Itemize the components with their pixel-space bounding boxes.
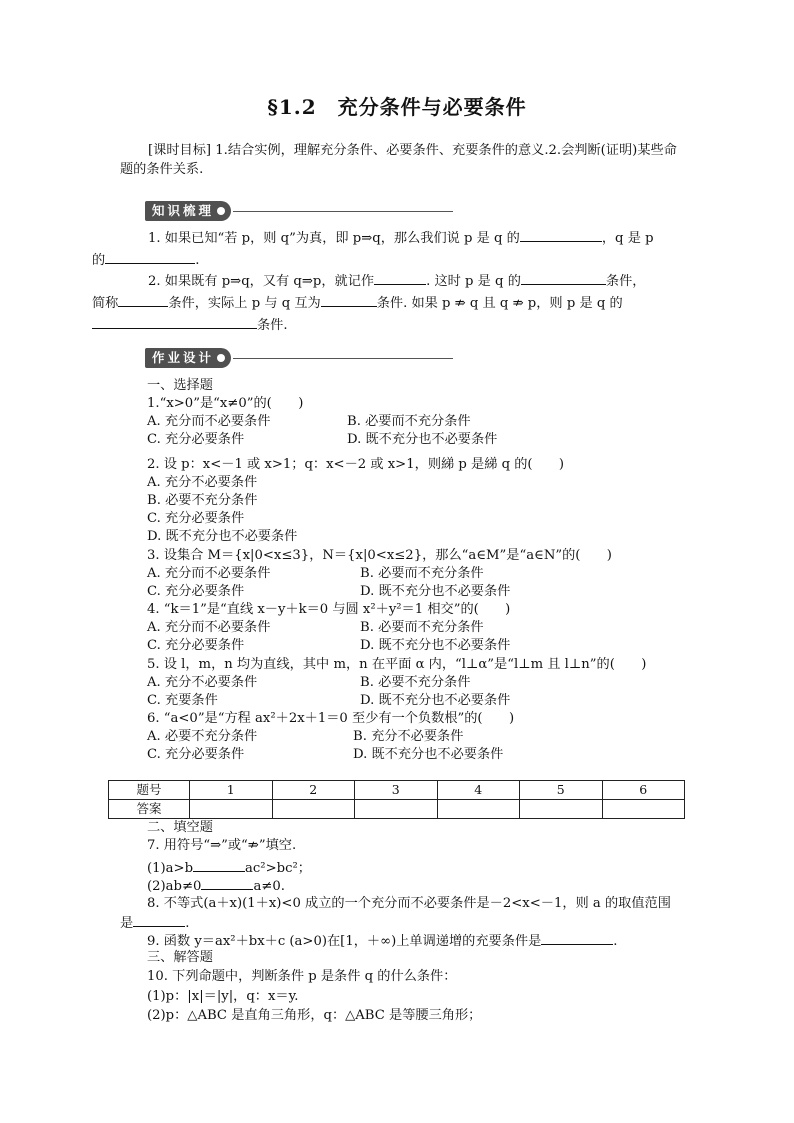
answer-blank[interactable] <box>374 271 426 285</box>
option-b[interactable]: B. 充分不必要条件 <box>353 729 464 744</box>
answer-blank[interactable] <box>201 876 253 890</box>
option-b[interactable]: B. 必要不充分条件 <box>147 493 258 508</box>
number-cell: 4 <box>437 781 520 800</box>
answer-cell[interactable] <box>355 800 438 819</box>
text: 简称 <box>92 296 119 311</box>
question-7-part-1 <box>147 858 311 878</box>
answer-blank[interactable] <box>541 931 613 945</box>
number-cell: 6 <box>602 781 685 800</box>
text: ，q 是 p <box>601 231 654 246</box>
question-7: 7. 用符号“⇒”或“⇏”填空. <box>147 838 297 853</box>
knowledge-item-2 <box>92 271 680 337</box>
section-badge <box>145 201 231 221</box>
option-c[interactable]: C. 充分必要条件 <box>147 638 245 653</box>
option-d[interactable]: D. 既不充分也不必要条件 <box>360 584 511 599</box>
number-cell: 2 <box>272 781 355 800</box>
answer-cell[interactable] <box>190 800 273 819</box>
bullet-icon <box>217 354 225 362</box>
question-10-part-1: (1)p：|x|＝|y|，q：x＝y. <box>147 989 299 1004</box>
option-c[interactable]: C. 充分必要条件 <box>147 511 245 526</box>
option-c[interactable]: C. 充分必要条件 <box>147 584 245 599</box>
question-6: 6. “a<0”是“方程 ax²＋2x＋1＝0 至少有一个负数根”的( ) <box>147 711 515 726</box>
table-row <box>109 800 685 819</box>
question-4: 4. “k＝1”是“直线 x－y＋k＝0 与圆 x²＋y²＝1 相交”的( ) <box>147 602 511 617</box>
solve-heading: 三、解答题 <box>147 950 213 965</box>
table-row <box>109 781 685 800</box>
option-d[interactable]: D. 既不充分也不必要条件 <box>347 432 498 447</box>
section-divider <box>233 211 453 212</box>
section-badge <box>145 348 231 368</box>
question-2: 2. 设 p：x<－1 或 x>1；q：x<－2 或 x>1，则綈 p 是綈 q 的( ) <box>147 457 565 472</box>
option-d[interactable]: D. 既不充分也不必要条件 <box>360 693 511 708</box>
option-d[interactable]: D. 既不充分也不必要条件 <box>353 747 504 762</box>
text: (2)ab≠0 <box>147 879 202 894</box>
section-header-homework <box>145 348 453 368</box>
option-c[interactable]: C. 充要条件 <box>147 693 218 708</box>
text: 是 <box>120 916 134 931</box>
text: . <box>613 934 618 949</box>
text: 1. 如果已知“若 p，则 q”为真，即 p⇒q，那么我们说 p 是 q 的 <box>148 231 520 246</box>
text: a≠0. <box>253 879 285 894</box>
section-label: 知识梳理 <box>152 203 215 218</box>
option-c[interactable]: C. 充分必要条件 <box>147 432 245 447</box>
answer-blank[interactable] <box>521 271 606 285</box>
text: 的 <box>92 253 106 268</box>
header-cell: 答案 <box>109 800 190 819</box>
text: 条件. <box>257 318 288 333</box>
question-5: 5. 设 l，m，n 均为直线，其中 m，n 在平面 α 内，“l⊥α”是“l⊥m 且 l⊥n”的( ) <box>147 657 647 672</box>
question-10-part-2: (2)p：△ABC 是直角三角形，q：△ABC 是等腰三角形； <box>147 1008 482 1023</box>
number-cell: 3 <box>355 781 438 800</box>
text: . <box>195 253 200 268</box>
answer-blank[interactable] <box>193 858 245 872</box>
answer-blank[interactable] <box>105 250 195 264</box>
option-b[interactable]: B. 必要而不充分条件 <box>360 566 484 581</box>
answer-blank[interactable] <box>92 315 257 329</box>
answer-cell[interactable] <box>602 800 685 819</box>
option-a[interactable]: A. 充分不必要条件 <box>147 475 258 490</box>
number-cell: 1 <box>190 781 273 800</box>
answer-blank[interactable] <box>118 293 168 307</box>
section-header-knowledge <box>145 201 453 221</box>
text: 条件. 如果 p ⇏ q 且 q ⇏ p，则 p 是 q 的 <box>376 296 623 311</box>
option-a[interactable]: A. 必要不充分条件 <box>147 729 258 744</box>
text: 条件，实际上 p 与 q 互为 <box>168 296 321 311</box>
option-c[interactable]: C. 充分必要条件 <box>147 747 245 762</box>
option-a[interactable]: A. 充分而不必要条件 <box>147 414 271 429</box>
option-b[interactable]: B. 必要而不充分条件 <box>360 620 484 635</box>
question-10: 10. 下列命题中，判断条件 p 是条件 q 的什么条件： <box>147 969 457 984</box>
answer-cell[interactable] <box>520 800 603 819</box>
choice-heading: 一、选择题 <box>147 378 213 393</box>
option-a[interactable]: A. 充分不必要条件 <box>147 675 258 690</box>
answer-blank[interactable] <box>133 913 185 927</box>
text: . 这时 p 是 q 的 <box>426 274 521 289</box>
option-a[interactable]: A. 充分而不必要条件 <box>147 566 271 581</box>
bullet-icon <box>217 207 225 215</box>
answer-table <box>108 780 685 819</box>
text: (1)a>b <box>147 861 194 876</box>
question-8: 8. 不等式(a＋x)(1＋x)<0 成立的一个充分而不必要条件是－2<x<－1，则 a 的取值范围 <box>147 896 671 911</box>
number-cell: 5 <box>520 781 603 800</box>
question-7-part-2 <box>147 876 285 896</box>
option-b[interactable]: B. 必要而不充分条件 <box>347 414 471 429</box>
text: ac²>bc²； <box>245 861 311 876</box>
goals-tag: [课时目标] <box>148 143 212 158</box>
fill-heading: 二、填空题 <box>147 820 213 835</box>
lesson-goals <box>120 141 680 179</box>
answer-cell[interactable] <box>272 800 355 819</box>
knowledge-item-1 <box>92 228 680 272</box>
question-1: 1.“x>0”是“x≠0”的( ) <box>147 396 304 411</box>
option-b[interactable]: B. 必要不充分条件 <box>360 675 471 690</box>
text: . <box>185 916 190 931</box>
text: 条件， <box>605 274 646 289</box>
goals-text: 1.结合实例，理解充分条件、必要条件、充要条件的意义.2.会判断(证明)某些命题的条件关系. <box>120 143 677 177</box>
text: 2. 如果既有 p⇒q，又有 q⇒p，就记作 <box>148 274 375 289</box>
answer-cell[interactable] <box>437 800 520 819</box>
header-cell: 题号 <box>109 781 190 800</box>
question-8-cont <box>120 913 189 933</box>
section-divider <box>233 358 453 359</box>
option-a[interactable]: A. 充分而不必要条件 <box>147 620 271 635</box>
question-3: 3. 设集合 M＝{x|0<x≤3}，N＝{x|0<x≤2}，那么“a∈M”是“a∈N”的( ) <box>147 548 612 563</box>
page-title: §1.2 充分条件与必要条件 <box>267 95 527 119</box>
option-d[interactable]: D. 既不充分也不必要条件 <box>360 638 511 653</box>
answer-blank[interactable] <box>520 228 602 242</box>
question-9 <box>147 931 617 951</box>
option-d[interactable]: D. 既不充分也不必要条件 <box>147 529 298 544</box>
answer-blank[interactable] <box>321 293 377 307</box>
text: 9. 函数 y＝ax²＋bx＋c (a>0)在[1，＋∞)上单调递增的充要条件是 <box>147 934 542 949</box>
section-label: 作业设计 <box>152 350 215 365</box>
